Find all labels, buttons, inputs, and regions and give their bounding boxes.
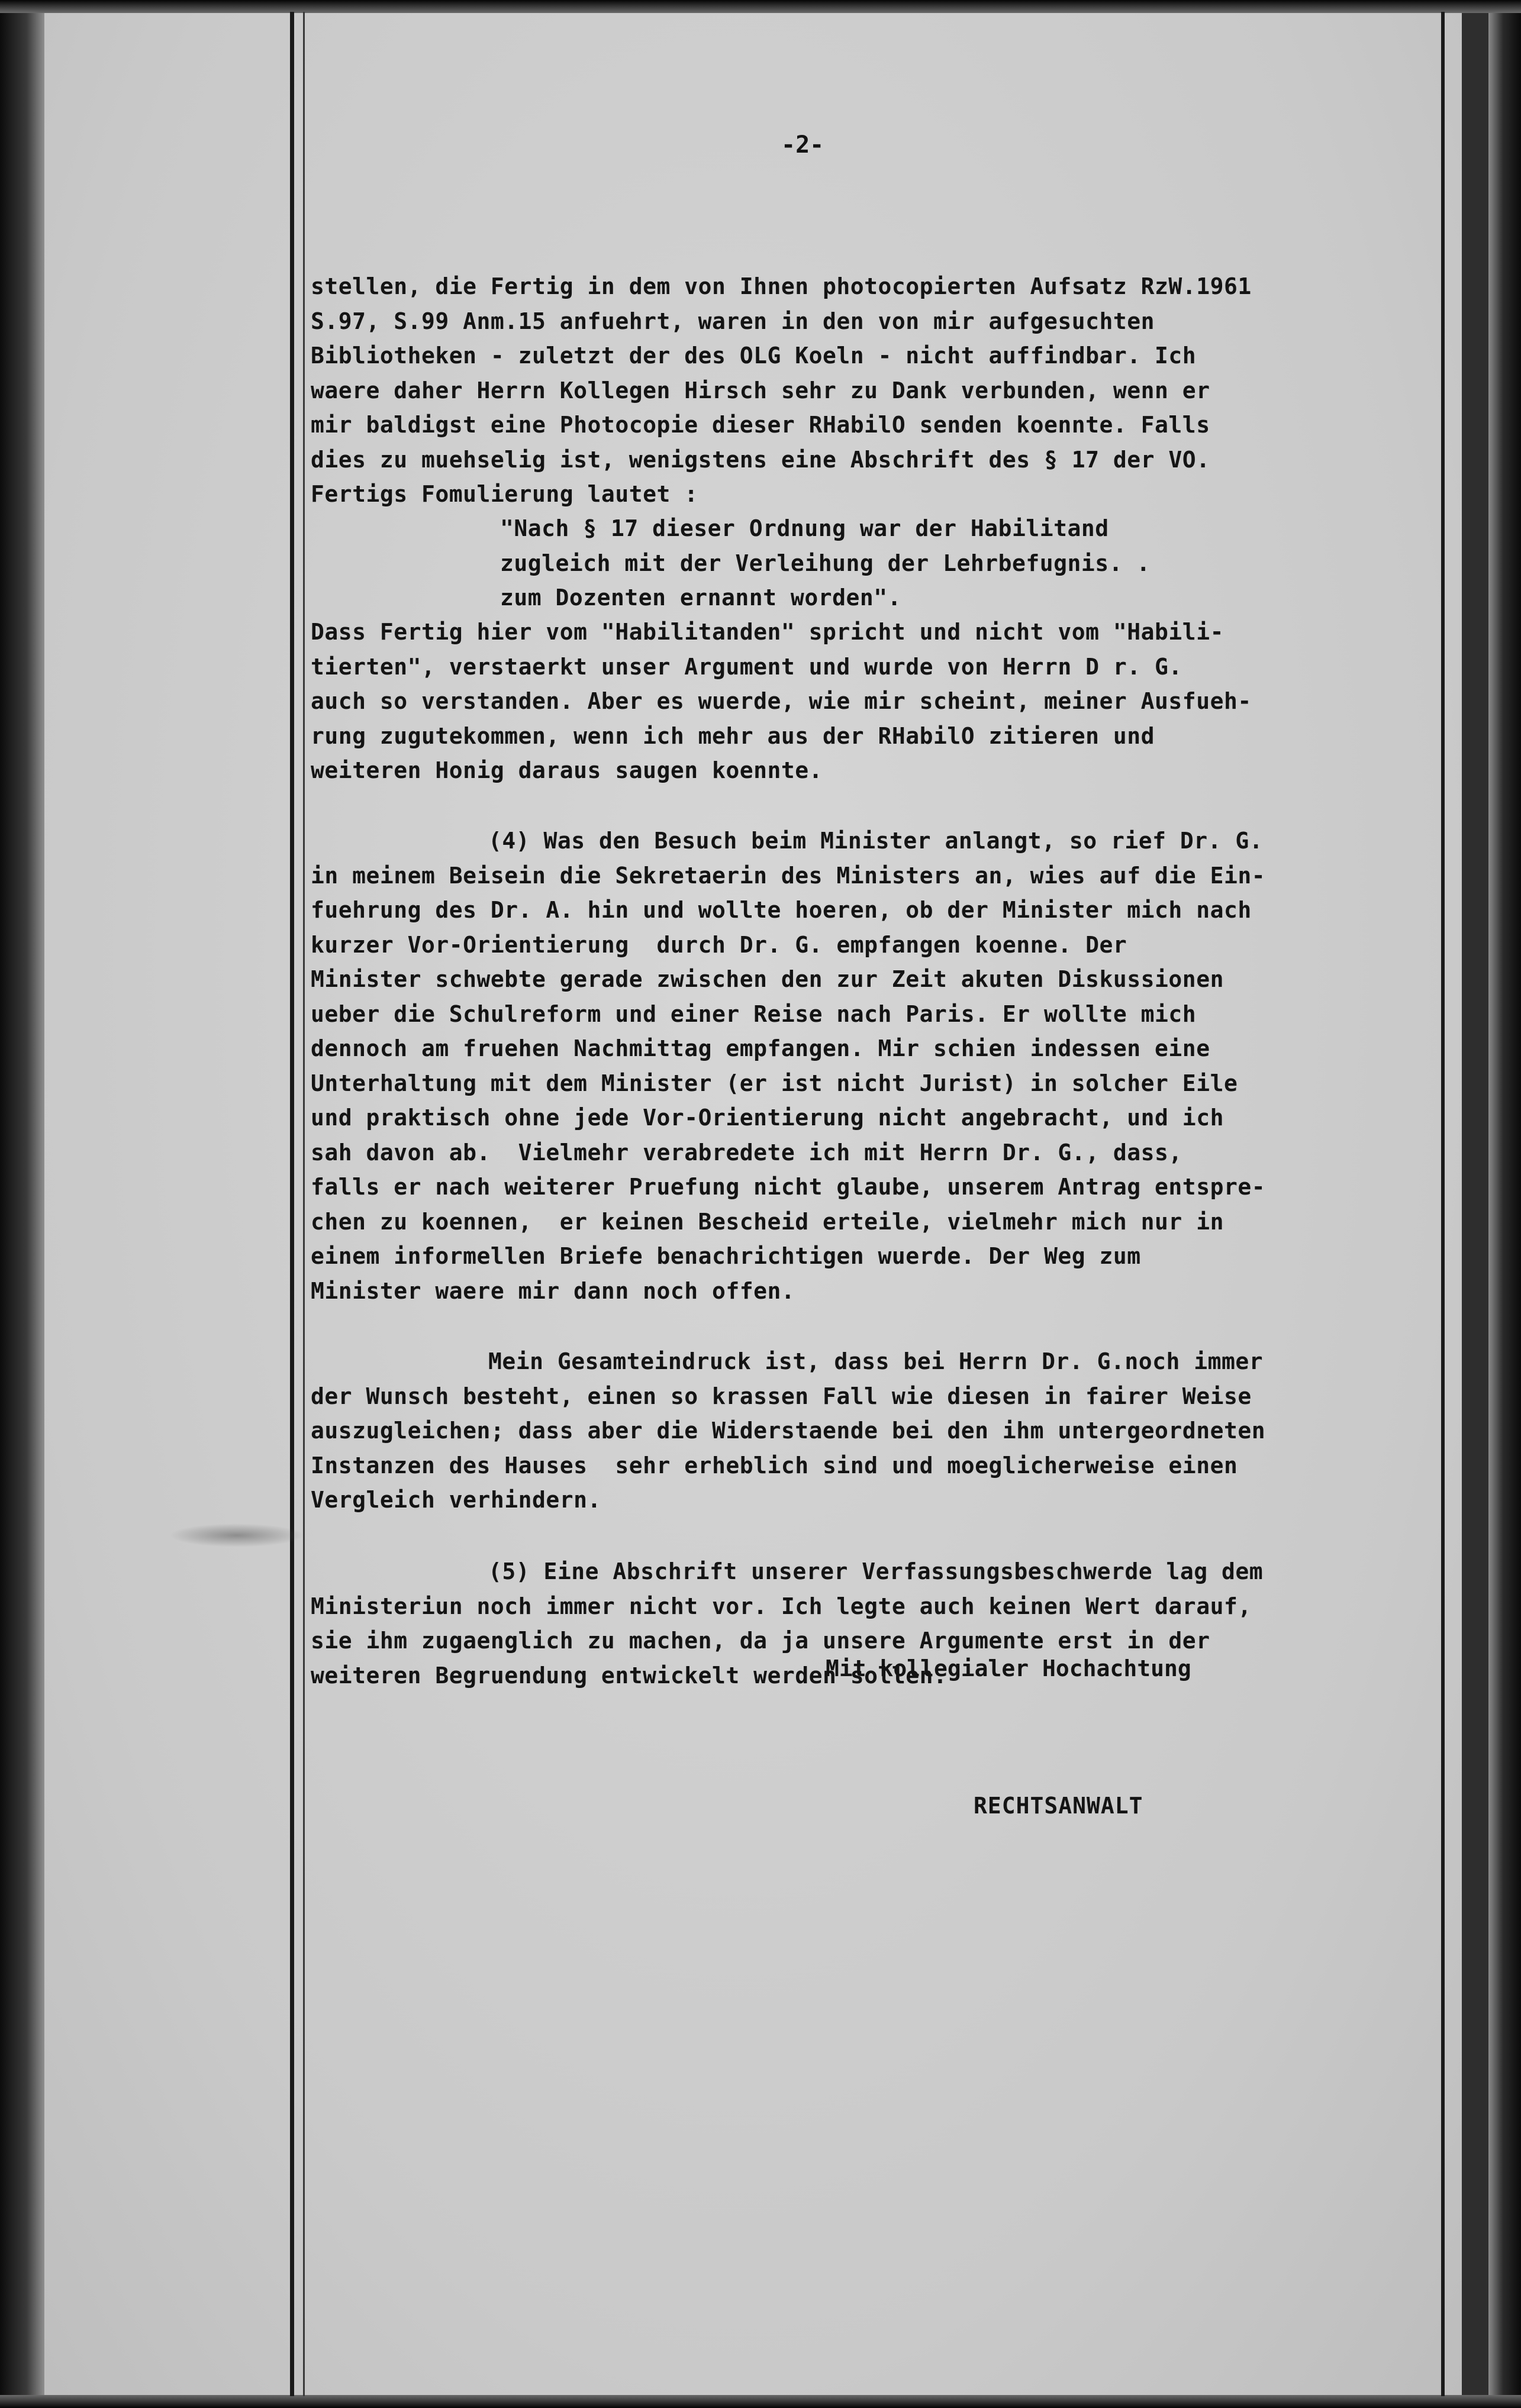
paragraph-4 [311,754,1447,1343]
closing-salutation: Mit kollegialer Hochachtung [826,1655,1191,1681]
text-line: Bibliotheken - zuletzt der des OLG Koeln - nicht auffindbar. Ich [311,343,1197,369]
scan-smudge [169,1523,305,1547]
quote-line: zum Dozenten ernannt worden". [500,585,901,611]
signature-title: RECHTSANWALT [974,1793,1143,1819]
text-line: Dass Fertig hier vom "Habilitanden" spricht und nicht vom "Habili- [311,619,1224,645]
text-line: mir baldigst eine Photocopie dieser RHabilO senden koennte. Falls [311,412,1210,438]
text-line: waere daher Herrn Kollegen Hirsch sehr zu Dank verbunden, wenn er [311,377,1210,404]
text-line: Ministeriun noch immer nicht vor. Ich legte auch keinen Wert darauf, [311,1593,1252,1619]
text-line: Minister waere mir dann noch offen. [311,1277,795,1304]
text-line: chen zu koennen, er keinen Bescheid erteile, vielmehr mich nur in [311,1208,1224,1235]
text-line: falls er nach weiterer Pruefung nicht glaube, unserem Antrag entspre- [311,1174,1266,1200]
scan-border-right [1488,0,1521,2408]
text-line: Mein Gesamteindruck ist, dass bei Herrn Dr. G.noch immer [488,1348,1264,1374]
text-line: S.97, S.99 Anm.15 anfuehrt, waren in den von mir aufgesuchten [311,308,1155,334]
text-line: ueber die Schulreform und einer Reise nach Paris. Er wollte mich [311,1000,1197,1027]
paragraph-5 [311,1485,1447,1728]
scan-border-top [0,0,1521,13]
scan-border-bottom [0,2395,1521,2408]
text-line: und praktisch ohne jede Vor-Orientierung nicht angebracht, und ich [311,1105,1224,1131]
text-line: sie ihm zugaenglich zu machen, da ja unsere Argumente erst in der [311,1628,1210,1654]
text-line: tierten", verstaerkt unser Argument und wurde von Herrn D r. G. [311,653,1182,680]
text-line: Vergleich verhindern. [311,1487,601,1513]
text-line: sah davon ab. Vielmehr verabredete ich mit Herrn Dr. G., dass, [311,1139,1182,1166]
text-line: weiteren Honig daraus saugen koennte. [311,757,823,783]
text-line: einem informellen Briefe benachrichtigen wuerde. Der Weg zum [311,1243,1141,1269]
text-line: der Wunsch besteht, einen so krassen Fall wie diesen in fairer Weise [311,1383,1252,1409]
scan-border-left [0,0,44,2408]
text-line: (4) Was den Besuch beim Minister anlangt, so rief Dr. G. [488,828,1264,854]
text-line: in meinem Beisein die Sekretaerin des Ministers an, wies auf die Ein- [311,862,1266,889]
text-line: auch so verstanden. Aber es wuerde, wie mir scheint, meiner Ausfueh- [311,688,1252,714]
text-line: fuehrung des Dr. A. hin und wollte hoeren, ob der Minister mich nach [311,897,1252,923]
quote-line: zugleich mit der Verleihung der Lehrbefugnis. . [500,550,1151,576]
text-line: kurzer Vor-Orientierung durch Dr. G. empfangen koenne. Der [311,931,1127,958]
margin-line-left [290,12,294,2396]
page-number: -2- [781,131,824,159]
text-line: Instanzen des Hauses sehr erheblich sind und moeglicherweise einen [311,1452,1238,1479]
text-line: dies zu muehselig ist, wenigstens eine Abschrift des § 17 der VO. [311,446,1210,473]
text-line: dennoch am fruehen Nachmittag empfangen. Mir schien indessen eine [311,1035,1210,1061]
text-line: auszugleichen; dass aber die Widerstaende bei den ihm untergeordneten [311,1418,1266,1444]
text-line: (5) Eine Abschrift unserer Verfassungsbeschwerde lag dem [488,1558,1264,1584]
text-line: Minister schwebte gerade zwischen den zur Zeit akuten Diskussionen [311,966,1224,992]
text-line: weiteren Begruendung entwickelt werden sollen. [311,1662,948,1689]
text-line: stellen, die Fertig in dem von Ihnen photocopierten Aufsatz RzW.1961 [311,273,1252,299]
margin-line-left-inner [303,12,305,2396]
text-line: Fertigs Fomulierung lautet : [311,481,698,507]
text-line: rung zugutekommen, wenn ich mehr aus der RHabilO zitieren und [311,722,1155,749]
quote-line: "Nach § 17 dieser Ordnung war der Habilitand [500,515,1109,541]
text-line: Unterhaltung mit dem Minister (er ist nicht Jurist) in solcher Eile [311,1070,1238,1096]
